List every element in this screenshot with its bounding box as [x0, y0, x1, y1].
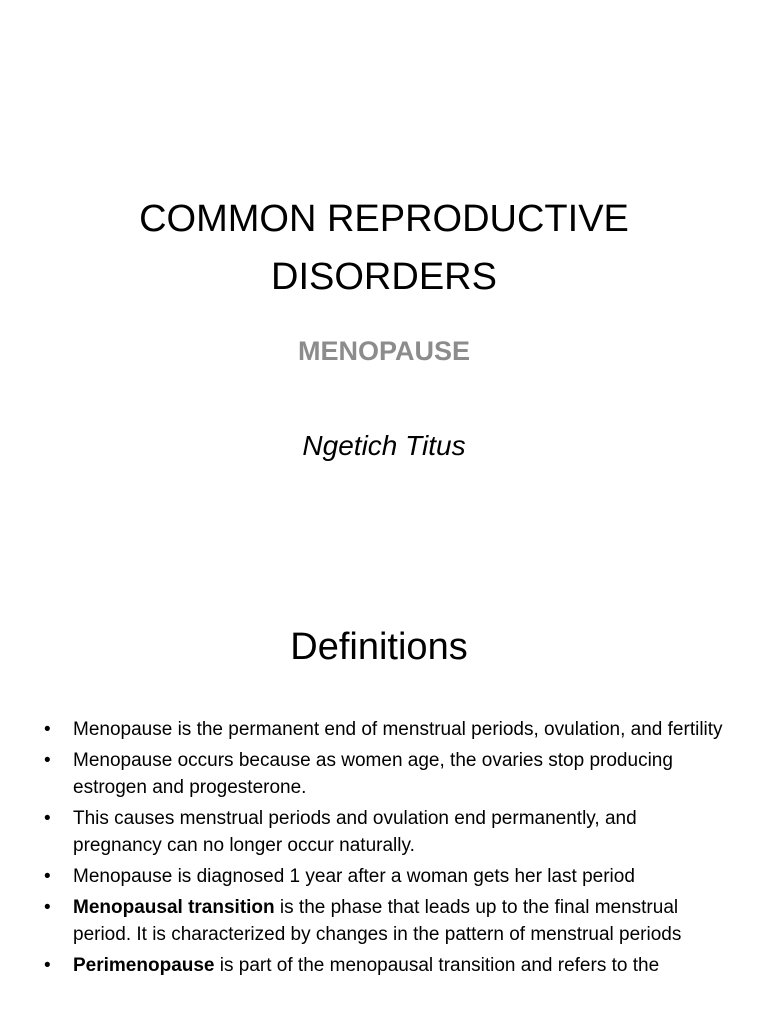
bullet-icon: • — [44, 808, 51, 829]
bullet-text: is the phase that leads up to the final menstrual period. It is characterized by changes in the pattern of menstrual periods — [73, 897, 682, 945]
list-item — [44, 863, 724, 890]
bullet-text: Menopause is diagnosed 1 year after a woman gets her last period — [73, 866, 635, 887]
slide-title: Definitions — [290, 626, 468, 668]
bullet-text: Menopause occurs because as women age, the ovaries stop producing estrogen and progesterone. — [73, 750, 673, 798]
bullet-icon: • — [44, 897, 51, 918]
list-item — [44, 747, 724, 801]
list-item — [44, 894, 724, 948]
list-item — [44, 805, 724, 859]
title-line-1: COMMON REPRODUCTIVE — [139, 198, 629, 240]
definitions-slide — [0, 576, 768, 1024]
bullet-text: This causes menstrual periods and ovulation end permanently, and pregnancy can no longer occur naturally. — [73, 808, 637, 856]
definitions-list — [44, 716, 724, 983]
bold-term: Menopausal transition — [73, 897, 275, 918]
bullet-icon: • — [44, 866, 51, 887]
subtitle: MENOPAUSE — [297, 336, 471, 366]
bullet-text: is part of the menopausal transition and refers to the — [214, 955, 660, 976]
bold-term: Perimenopause — [73, 955, 215, 976]
presentation-title — [0, 190, 768, 306]
list-item — [44, 952, 724, 979]
list-item — [44, 716, 724, 743]
bullet-icon: • — [44, 750, 51, 771]
bullet-text: Menopause is the permanent end of menstrual periods, ovulation, and fertility — [73, 719, 723, 740]
title-line-2: DISORDERS — [271, 256, 497, 298]
author-name: Ngetich Titus — [302, 430, 466, 461]
bullet-icon: • — [44, 719, 51, 740]
bullet-icon: • — [44, 955, 51, 976]
